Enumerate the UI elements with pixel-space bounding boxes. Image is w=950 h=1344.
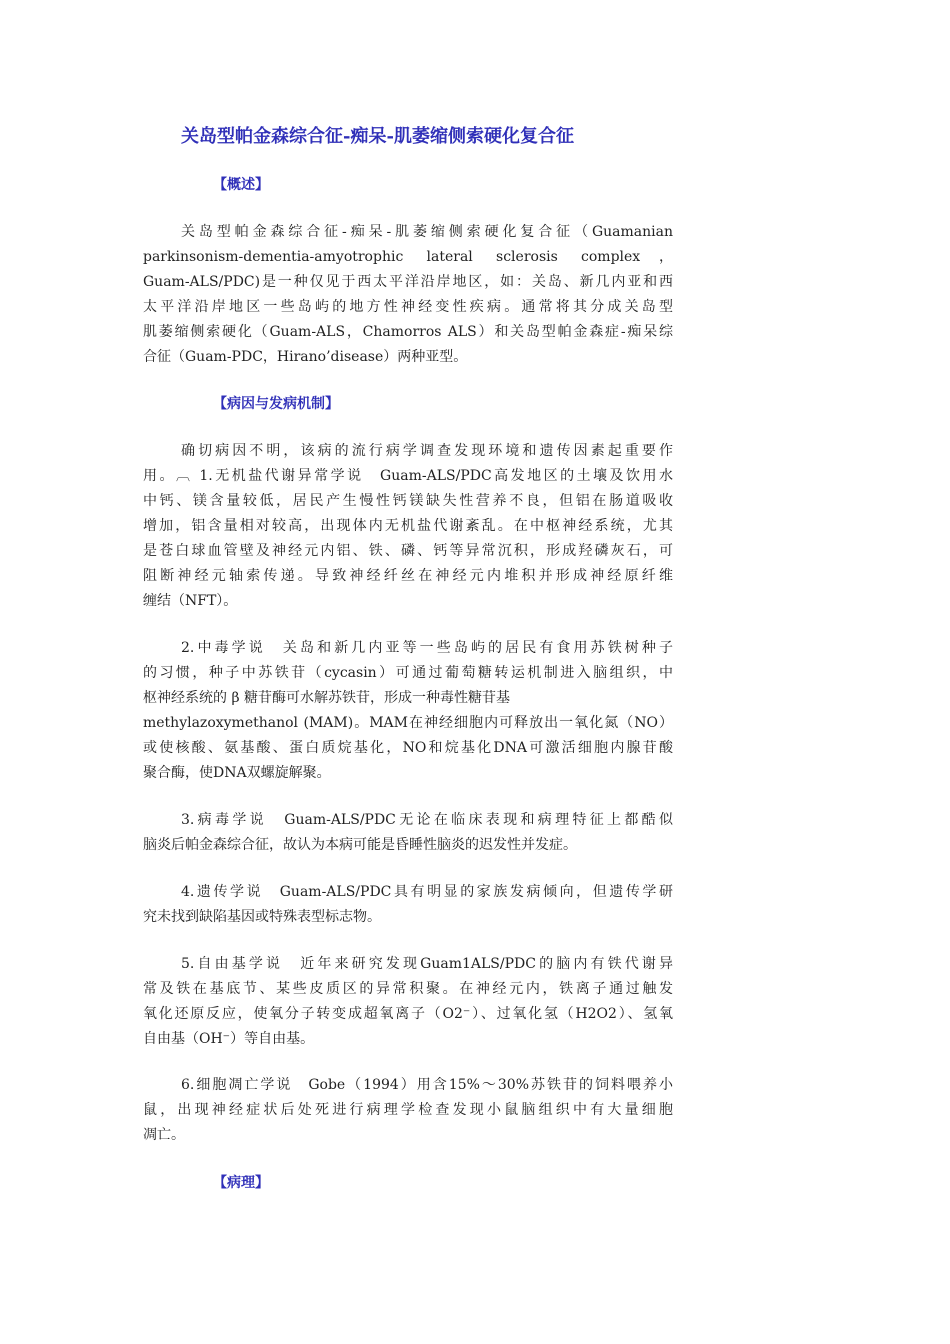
section-heading-etiology: 【病因与发病机制】	[213, 396, 339, 412]
text-line: 阻断神经元轴索传递。导致神经纤丝在神经元内堆积并形成神经原纤维	[143, 568, 673, 584]
text-line: 2.中毒学说 关岛和新几内亚等一些岛屿的居民有食用苏铁树种子	[181, 640, 673, 656]
text-line: 3.病毒学说 Guam-ALS/PDC无论在临床表现和病理特征上都酷似	[181, 812, 673, 828]
text-line: 关岛型帕金森综合征-痴呆-肌萎缩侧索硬化复合征（Guamanian	[181, 224, 673, 240]
text-line: 太平洋沿岸地区一些岛屿的地方性神经变性疾病。通常将其分成关岛型	[143, 299, 673, 315]
text-line: 增加，铝含量相对较高，出现体内无机盐代谢紊乱。在中枢神经系统，尤其	[143, 518, 673, 534]
text-line: 4.遗传学说 Guam-ALS/PDC具有明显的家族发病倾向，但遗传学研	[181, 884, 673, 900]
text-line: 肌萎缩侧索硬化（Guam-ALS，Chamorros ALS）和关岛型帕金森症-痴呆综	[143, 324, 673, 340]
text-line: 氧化还原反应，使氧分子转变成超氧离子（O2⁻）、过氧化氢（H2O2）、氢氧	[143, 1006, 673, 1022]
text-line: 5.自由基学说 近年来研究发现Guam1ALS/PDC的脑内有铁代谢异	[181, 956, 673, 972]
text-line: 合征（Guam-PDC，Hirano’disease）两种亚型。	[143, 349, 468, 365]
text-line: 缠结（NFT）。	[143, 593, 238, 609]
text-line: 自由基（OH⁻）等自由基。	[143, 1031, 315, 1047]
text-line: 或使核酸、氨基酸、蛋白质烷基化，NO和烷基化DNA可激活细胞内腺苷酸	[143, 740, 673, 756]
text-line: 是苍白球血管壁及神经元内铝、铁、磷、钙等异常沉积，形成羟磷灰石，可	[143, 543, 673, 559]
text-line: Guam-ALS/PDC)是一种仅见于西太平洋沿岸地区，如：关岛、新几内亚和西	[143, 274, 673, 290]
text-line: 枢神经系统的 β 糖苷酶可水解苏铁苷，形成一种毒性糖苷基	[143, 690, 510, 706]
paragraph-apoptosis-theory	[143, 1073, 673, 1148]
paragraph-toxic-theory	[143, 636, 673, 786]
text-line: 聚合酶，使DNA双螺旋解聚。	[143, 765, 331, 781]
text-line: 脑炎后帕金森综合征，故认为本病可能是昏睡性脑炎的迟发性并发症。	[143, 837, 577, 853]
text-line: 中钙、镁含量较低，居民产生慢性钙镁缺失性营养不良，但铝在肠道吸收	[143, 493, 673, 509]
text-line: 的习惯，种子中苏铁苷（cycasin）可通过葡萄糖转运机制进入脑组织，中	[143, 665, 673, 681]
text-line: parkinsonism-dementia-amyotrophic lateral sclerosis complex，	[143, 249, 673, 265]
text-line: 用。︹ 1.无机盐代谢异常学说 Guam-ALS/PDC高发地区的土壤及饮用水	[143, 468, 673, 484]
text-line: 常及铁在基底节、某些皮质区的异常积聚。在神经元内，铁离子通过触发	[143, 981, 673, 997]
paragraph-genetic-theory	[143, 880, 673, 930]
paragraph-etiology-intro	[143, 439, 673, 614]
text-line: 鼠，出现神经症状后处死进行病理学检查发现小鼠脑组织中有大量细胞	[143, 1102, 673, 1118]
paragraph-overview	[143, 220, 673, 370]
paragraph-viral-theory	[143, 808, 673, 858]
text-line: 6.细胞凋亡学说 Gobe（1994）用含15%～30%苏铁苷的饲料喂养小	[181, 1077, 673, 1093]
document-title: 关岛型帕金森综合征-痴呆-肌萎缩侧索硬化复合征	[181, 126, 574, 147]
text-line: 确切病因不明，该病的流行病学调查发现环境和遗传因素起重要作	[181, 443, 673, 459]
text-line: methylazoxymethanol (MAM)。MAM在神经细胞内可释放出一氧化氮（NO）	[143, 715, 673, 731]
paragraph-free-radical-theory	[143, 952, 673, 1052]
text-line: 究未找到缺陷基因或特殊表型标志物。	[143, 909, 381, 925]
section-heading-overview: 【概述】	[213, 177, 269, 193]
text-line: 凋亡。	[143, 1127, 185, 1143]
section-heading-pathology: 【病理】	[213, 1175, 269, 1191]
